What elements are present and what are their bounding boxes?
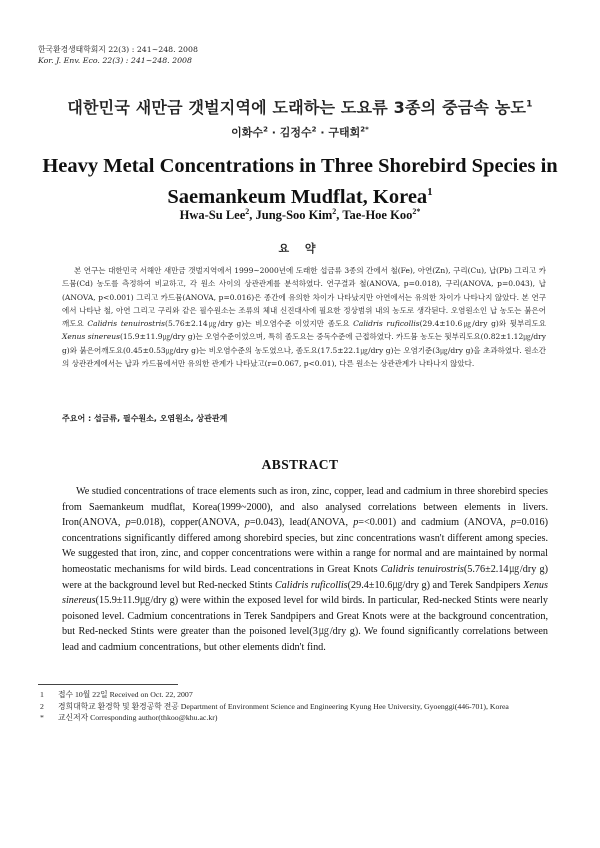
footnote (40, 701, 560, 713)
korean-authors (0, 124, 600, 140)
italic-text: p (244, 517, 250, 529)
text-run: =0.018), copper(ANOVA, (130, 517, 245, 529)
italic-text: p (125, 517, 131, 529)
english-title-footnote-mark: 1 (427, 186, 433, 198)
footnote-text: 경희대학교 환경학 및 환경공학 전공 Department of Environment Science and Engineering Kyung Hee University, Gyoenggi(446-701), Korea (58, 701, 509, 711)
english-author-affiliation-mark: 2 (245, 207, 250, 216)
korean-author-separator: · (267, 126, 280, 139)
footnote-mark: 2 (40, 701, 44, 711)
english-author-separator: , (249, 208, 256, 223)
english-title-line-2: Saemankeum Mudflat, Korea (167, 185, 428, 208)
text-run: =0.043), lead(ANOVA, (249, 517, 354, 529)
text-run: We studied concentrations of trace elements such as iron, zinc, copper, lead and cadmium in three shorebird species from Saemankeum mudflat, Korea(1999~2000), and also analysed correlations between elements in livers. Iron(ANOVA, (62, 486, 548, 529)
english-authors (0, 207, 600, 223)
english-author-name: Hwa-Su Lee (179, 208, 246, 223)
korean-author-affiliation-mark: 2* (360, 125, 369, 134)
footnote (40, 689, 560, 701)
abstract-heading: ABSTRACT (261, 457, 339, 472)
italic-text: Calidris ruficollis (353, 319, 420, 329)
italic-text: p (353, 517, 359, 529)
italic-text: Xenus sinereus (62, 579, 548, 607)
italic-text: Calidris ruficollis (274, 579, 348, 591)
english-author-name: Jung-Soo Kim (255, 208, 333, 223)
english-title (0, 153, 600, 210)
korean-abstract-body (62, 264, 546, 370)
korean-author-name: 이화수 (231, 126, 264, 139)
italic-text: Calidris tenuirostris (380, 563, 464, 575)
abstract-body (62, 484, 548, 656)
korean-author-affiliation-mark: 2 (311, 125, 317, 134)
korean-author-separator: · (316, 126, 329, 139)
text-run: =<0.001) and cadmium (ANOVA, (358, 517, 511, 529)
korean-author-name: 김정수 (279, 126, 312, 139)
italic-text: Xenus sinereus (62, 332, 120, 342)
text-run: (29.4±10.6㎍/dry g)와 뒷부리도요 (419, 319, 546, 329)
italic-text: Calidris tenuirostris (87, 319, 166, 329)
english-author-name: Tae-Hoe Koo (342, 208, 413, 223)
korean-title (0, 95, 600, 118)
text-run: (5.76±2.14㎍/dry g) were at the background level but Red-necked Stints (62, 563, 548, 591)
text-run: (5.76±2.14㎍/dry g)는 비오염수준 이었지만 좀도요 (165, 319, 354, 329)
italic-text: p (510, 517, 516, 529)
english-author-affiliation-mark: 2 (332, 207, 337, 216)
text-run: =0.016) concentrations significantly differed among shorebird species, but zinc concentrations wasn't different among species. We suggested that iron, zinc, and copper concentrations were within a range for normal and are maintained by normal homeostatic mechanisms for wild birds. Lead concentrations in Great Knots (62, 517, 548, 575)
journal-header (38, 44, 198, 66)
footnote-mark: * (40, 713, 44, 722)
korean-title-footnote-mark: 1 (526, 99, 533, 110)
english-title-line-1: Heavy Metal Concentrations in Three Shorebird Species in (42, 155, 558, 177)
keywords: 주요어 : 섭금류, 필수원소, 오염원소, 상관관계 (62, 414, 228, 423)
journal-citation-english: Kor. J. Env. Eco. 22(3) : 241~248. 2008 (38, 56, 192, 65)
text-run: 본 연구는 대한민국 서해안 새만금 갯벌지역에서 1999~2000년에 도래한 섭금류 3종의 간에서 철(Fe), 아연(Zn), 구리(Cu), 납(Pb) 그리고 카드뮴(Cd) 농도를 측정하여 비교하고, 각 원소 사이의 상관관계를 분석하였다. 연구결과 철(ANOVA, p=0.018), 구리(ANOVA, p=0.043), 납(ANOVA, p<0.001) 그리고 카드뮴(ANOVA, p=0.016)은 종간에 유의한 차이가 나타났지만 아연에서는 유의한 차이가 나타나지 않았다. 본 연구에서 나타난 철, 아연 그리고 구리와 같은 필수원소는 조류의 체내 신진대사에 필요한 정상범위 내의 농도로 생각된다. 오염원소인 납 농도는 붉은어깨도요 (62, 266, 546, 329)
footnotes (40, 689, 560, 724)
footnote-mark: 1 (40, 690, 44, 699)
text-run: (29.4±10.6㎍/dry g) and Terek Sandpipers (347, 579, 524, 591)
korean-author-name: 구태회 (328, 126, 361, 139)
text-run: (15.9±11.9㎍/dry g) were within the exposed level for wild birds. In particular, Red-necked Stints were nearly poisoned level. Cadmium concentrations in Terek Sandpipers and Great Knots were at the background concentration, but Red-necked Stints were greater than the poisoned level(3㎍/dry g). We found significantly correlations between lead and cadmium concentrations, but other elements didn't find. (62, 595, 548, 653)
korean-title-text: 대한민국 새만금 갯벌지역에 도래하는 도요류 3종의 중금속 농도 (67, 98, 527, 117)
english-author-affiliation-mark: 2* (412, 207, 421, 216)
footnote-text: 접수 10월 22일 Received on Oct. 22, 2007 (58, 690, 193, 699)
english-author-separator: , (336, 208, 343, 223)
footnote-text: 교신저자 Corresponding author(thkoo@khu.ac.kr) (58, 713, 218, 722)
text-run: (15.9±11.9㎍/dry g)는 오염수준이었으며, 특히 좀도요는 중독수준에 근접하였다. 카드뮴 농도는 뒷부리도요(0.82±1.12㎍/dry g)와 붉은어깨도요(0.45±0.53㎍/dry g)는 비오염수준의 농도였으나, 좀도요(17.5±22.1㎍/dry g)는 오염기준(3㎍/dry g)을 초과하였다. 원소간의 상관관계에서는 납과 카드뮴에서만 유의한 관계가 나타났고(r=0.067, p<0.01), 다른 원소는 상관관계가 나타나지 않았다. (62, 332, 546, 369)
journal-citation-korean: 한국환경생태학회지 22(3) : 241~248. 2008 (38, 45, 198, 54)
footnote-divider (38, 684, 178, 685)
footnote (40, 712, 560, 724)
korean-abstract-heading: 요 약 (278, 242, 322, 255)
korean-author-affiliation-mark: 2 (263, 125, 268, 134)
